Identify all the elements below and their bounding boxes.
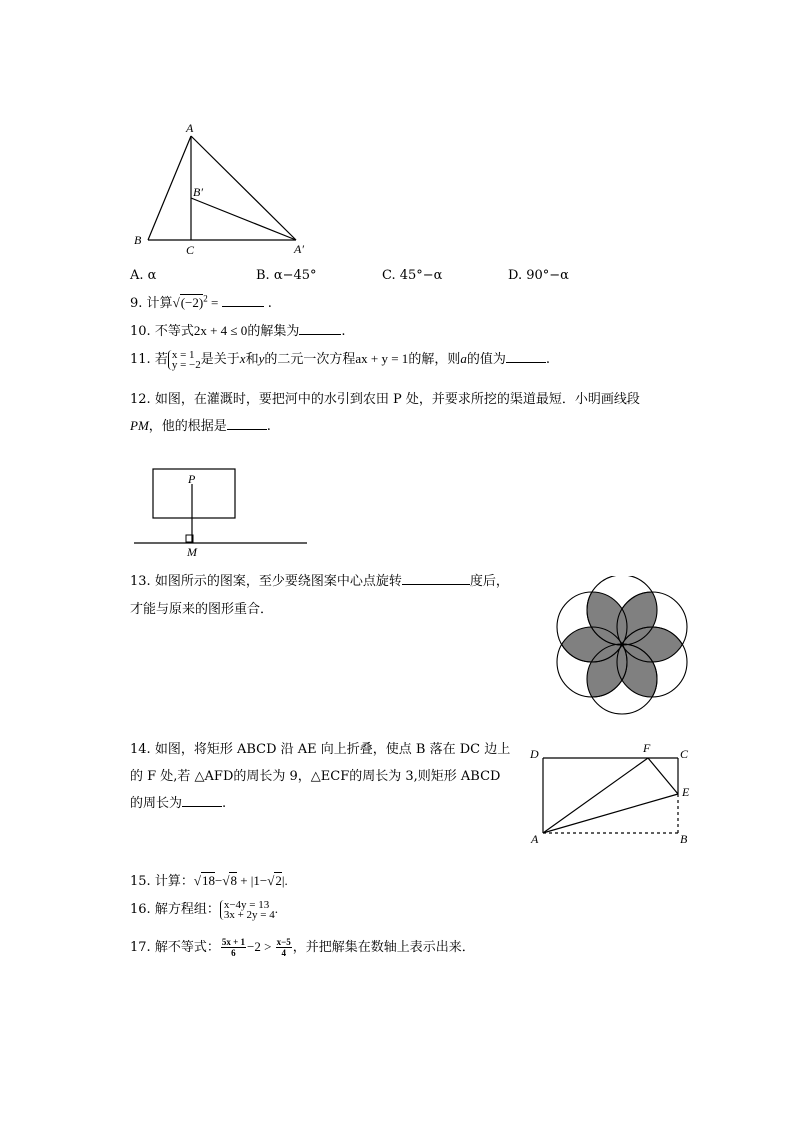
q10-line xyxy=(130,320,345,339)
q14-segment-ae xyxy=(543,794,678,833)
q15-radicand-1: 18 xyxy=(201,873,215,888)
q8-segment-ba xyxy=(191,198,296,240)
q12-number: 12. xyxy=(130,392,151,407)
q11-var-y: y xyxy=(258,351,265,366)
q15-line: 15. 计算：√18−√8 + |1−√2|. xyxy=(130,873,288,889)
q12-pm: PM xyxy=(130,418,149,433)
q8-side-aa xyxy=(191,136,296,240)
q11-text-5: 的值为 xyxy=(466,352,506,367)
q13-text-2: 度后， xyxy=(469,574,509,589)
q15-minus: − xyxy=(214,873,223,888)
q11-blank[interactable] xyxy=(506,350,546,363)
q9-end: . xyxy=(267,296,272,311)
q9-number: 9. xyxy=(130,296,143,311)
q11-number: 11. xyxy=(130,352,151,367)
q15-plus-abs: + |1− xyxy=(236,873,268,888)
q8-option-d: D. 90°−α xyxy=(508,268,569,283)
q12-label-p: P xyxy=(188,472,196,486)
q9-blank[interactable] xyxy=(222,294,264,307)
q11-var-x: x xyxy=(239,351,246,366)
q8-label-b: B xyxy=(134,233,142,247)
q13-line-2 xyxy=(130,598,273,617)
q8-side-ab xyxy=(148,136,191,240)
q14-line-1 xyxy=(130,738,510,757)
q17-fraction-1: $\frac{5x + 1}{6}$ xyxy=(221,937,245,958)
q11-text-2: 和 xyxy=(245,352,259,367)
q11-text-3: 的二元一次方程 xyxy=(264,352,356,367)
q8-option-c: C. 45°−α xyxy=(382,268,443,283)
q15-radicand-2: 8 xyxy=(230,873,237,888)
q10-end: . xyxy=(341,324,346,339)
q14-line-2 xyxy=(130,765,500,784)
q13-figure xyxy=(550,576,694,716)
q8-option-b: B. α−45° xyxy=(256,268,317,283)
q14-blank[interactable] xyxy=(182,794,222,807)
q16-system: x−4y = 13 3x + 2y = 4 xyxy=(220,900,275,920)
q10-number: 10. xyxy=(130,324,151,339)
q12-line-2 xyxy=(130,415,271,434)
q15-end: |. xyxy=(281,873,288,888)
q13-blank[interactable] xyxy=(402,572,470,585)
q14-label-d: D xyxy=(530,747,539,761)
q17-prefix: 解不等式： xyxy=(154,940,220,955)
q16-prefix: 解方程组： xyxy=(154,902,220,917)
q15-prefix: 计算： xyxy=(154,874,194,889)
q17-number: 17. xyxy=(130,940,151,955)
q12-label-m: M xyxy=(187,545,197,559)
q12-text-1: 如图，在灌溉时，要把河中的水引到农田 P 处，并要求所挖的渠道最短．小明画线段 xyxy=(154,392,640,407)
q10-blank[interactable] xyxy=(299,322,341,335)
q14-end: . xyxy=(222,796,227,811)
q14-text-3: 的周长为 xyxy=(130,796,183,811)
q11-end: . xyxy=(545,352,550,367)
q11-system: x = 1 y = −2 xyxy=(168,350,201,370)
q9-line: 9. 计算$√(-2)^2$ = . xyxy=(130,293,272,311)
q14-figure xyxy=(526,738,706,850)
q11-prefix: 若 xyxy=(154,352,168,367)
q16-end: . xyxy=(274,901,279,916)
q16-line xyxy=(130,898,278,920)
q11-var-a: a xyxy=(460,351,467,366)
q14-label-a: A xyxy=(531,832,539,846)
q14-segment-af xyxy=(543,758,648,833)
q13-text-1: 如图所示的图案，至少要绕图案中心点旋转 xyxy=(154,574,402,589)
q12-figure xyxy=(130,462,310,562)
q9-eq: = xyxy=(207,295,222,310)
q10-post: 的解集为 xyxy=(247,324,300,339)
q9-radicand: (−2) xyxy=(180,295,204,310)
q10-prefix: 不等式 xyxy=(154,324,194,339)
q14-label-e: E xyxy=(682,785,690,799)
q14-label-f: F xyxy=(643,741,651,755)
q16-number: 16. xyxy=(130,902,151,917)
q14-segment-fe xyxy=(648,758,678,794)
q13-line-1 xyxy=(130,570,509,589)
q8-figure xyxy=(128,120,318,260)
q14-text-2: 的 F 处,若 △AFD的周长为 9，△ECF的周长为 3,则矩形 ABCD xyxy=(130,769,501,784)
q12-line-1 xyxy=(130,388,640,407)
q11-expr: ax + y = 1 xyxy=(355,351,409,366)
q8-label-c: C xyxy=(186,243,195,257)
q15-number: 15. xyxy=(130,874,151,889)
q14-text-1: 如图，将矩形 ABCD 沿 AE 向上折叠，使点 B 落在 DC 边上 xyxy=(154,742,511,757)
q11-line xyxy=(130,348,550,370)
q13-text-3: 才能与原来的图形重合． xyxy=(130,602,274,617)
q17-mid: −2 > xyxy=(246,939,275,954)
q11-text-1: 是关于 xyxy=(200,352,240,367)
q9-prefix: 计算 xyxy=(146,296,173,311)
q14-number: 14. xyxy=(130,742,151,757)
q15-radicand-3: 2 xyxy=(275,873,282,888)
q12-end: . xyxy=(266,419,271,434)
q12-blank[interactable] xyxy=(227,417,267,430)
q14-label-c: C xyxy=(680,747,689,761)
q13-number: 13. xyxy=(130,574,151,589)
q8-option-a: A. α xyxy=(130,268,157,283)
q8-label-bp: B′ xyxy=(193,185,203,199)
q17-line xyxy=(130,936,475,958)
q8-label-a: A xyxy=(186,121,194,135)
q10-expr: 2x + 4 ≤ 0 xyxy=(193,323,248,338)
q14-line-3 xyxy=(130,792,226,811)
q17-fraction-2: $\frac{x-5}{4}$ xyxy=(276,937,291,958)
q14-label-b: B xyxy=(680,832,688,846)
q11-text-4: 的解，则 xyxy=(408,352,461,367)
q12-text-2: ，他的根据是 xyxy=(148,419,227,434)
q17-post: ，并把解集在数轴上表示出来． xyxy=(292,940,475,955)
q9-exponent: 2 xyxy=(203,293,208,304)
q8-label-ap: A′ xyxy=(294,242,304,256)
